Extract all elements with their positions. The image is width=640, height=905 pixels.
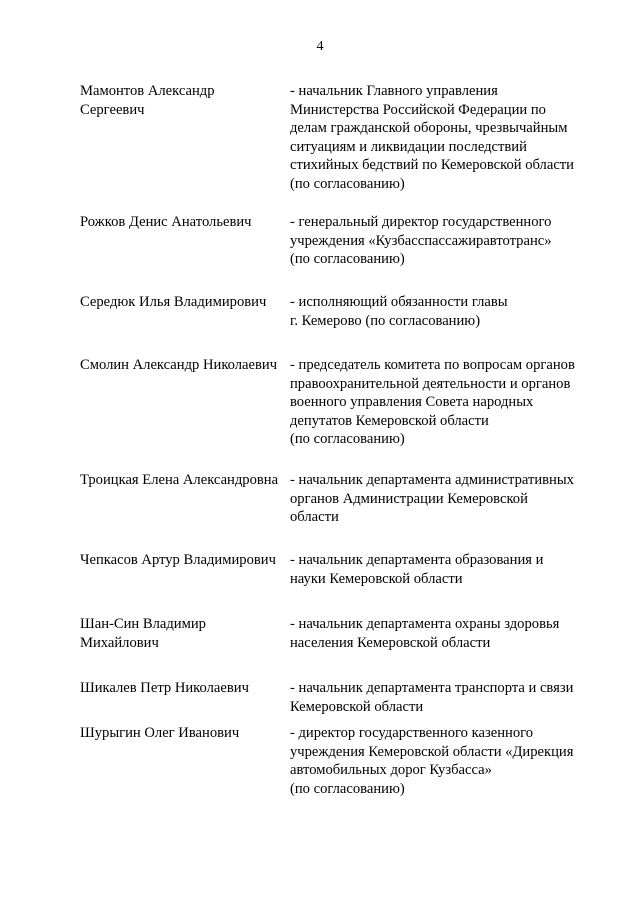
member-role: - начальник департамента охраны здоровья населения Кемеровской области bbox=[290, 616, 560, 651]
member-name: Середюк Илья Владимирович bbox=[80, 294, 267, 310]
member-role: - исполняющий обязанности главы г. Кемерово (по согласованию) bbox=[290, 294, 508, 329]
page-number: 4 bbox=[316, 39, 324, 54]
member-name: Шикалев Петр Николаевич bbox=[80, 680, 249, 696]
member-role: - начальник департамента транспорта и связи Кемеровской области bbox=[290, 680, 574, 715]
member-name: Шурыгин Олег Иванович bbox=[80, 725, 240, 741]
member-name: Мамонтов Александр Сергеевич bbox=[80, 83, 215, 118]
member-role: - генеральный директор государственного учреждения «Кузбасспассажиравтотранс» (по согласованию) bbox=[290, 214, 552, 267]
member-name: Чепкасов Артур Владимирович bbox=[80, 552, 276, 568]
member-name: Троицкая Елена Александровна bbox=[80, 472, 279, 488]
member-role: - председатель комитета по вопросам органов правоохранительной деятельности и органов военного управления Совета народных депутатов Кемеровской области (по согласованию) bbox=[290, 357, 575, 447]
member-name: Смолин Александр Николаевич bbox=[80, 357, 278, 373]
member-name: Рожков Денис Анатольевич bbox=[80, 214, 252, 230]
member-name: Шан-Син Владимир Михайлович bbox=[80, 616, 206, 651]
member-role: - директор государственного казенного учреждения Кемеровской области «Дирекция автомобильных дорог Кузбасса» (по согласованию) bbox=[290, 725, 574, 797]
member-role: - начальник департамента административных органов Администрации Кемеровской области bbox=[290, 472, 574, 525]
member-role: - начальник департамента образования и науки Кемеровской области bbox=[290, 552, 544, 587]
member-role: - начальник Главного управления Министерства Российской Федерации по делам гражданской обороны, чрезвычайным ситуациям и ликвидации последствий стихийных бедствий по Кемеровской области (по согласованию) bbox=[290, 83, 574, 192]
